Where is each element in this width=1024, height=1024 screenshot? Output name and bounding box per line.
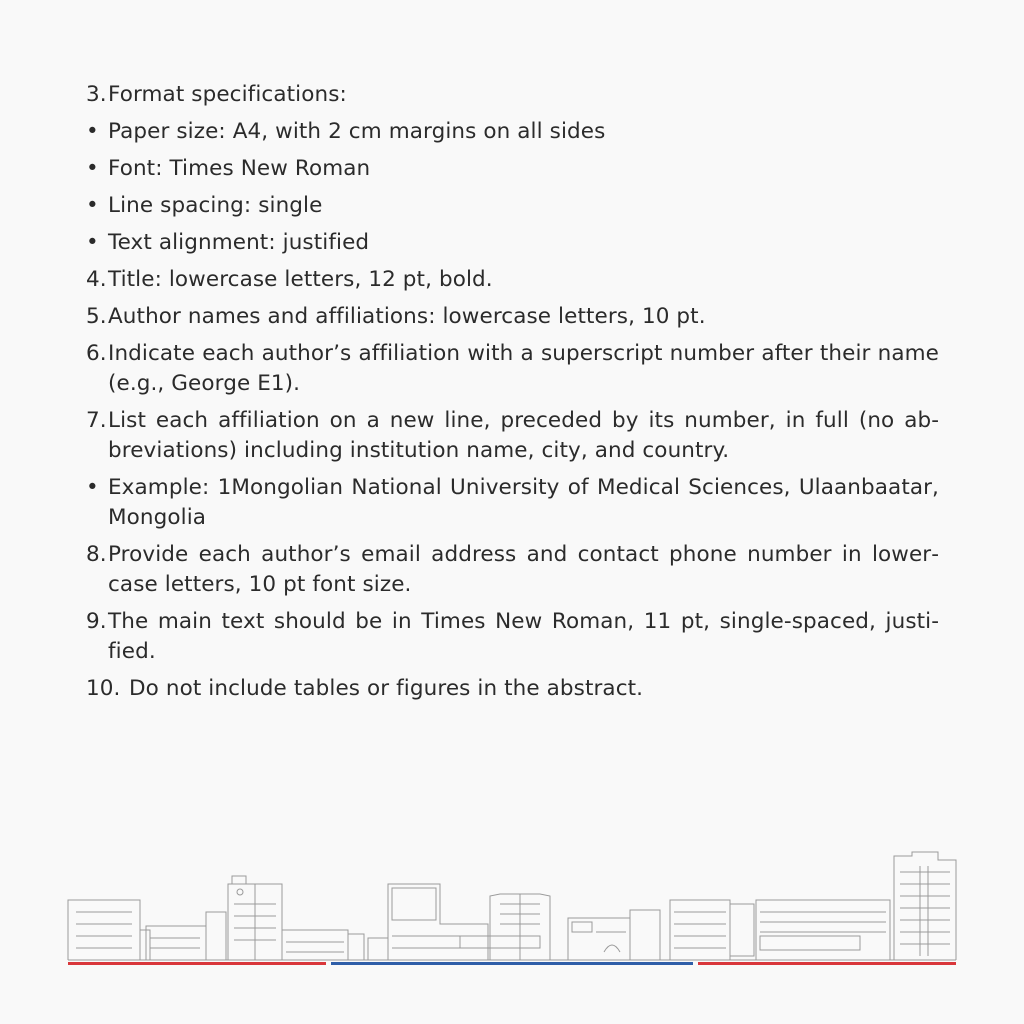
building-right (670, 900, 890, 960)
list-item-text: Paper size: A4, with 2 cm margins on all sides (108, 119, 606, 144)
list-item (86, 154, 939, 184)
list-marker: 3. (86, 82, 107, 107)
list-marker: 9. (86, 609, 107, 634)
list-marker: 6. (86, 341, 107, 366)
list-item-text: Provide each author’s email address and contact phone number in lowercase letters, 10 pt font size. (108, 542, 939, 597)
list-item (86, 473, 939, 533)
list-item-text: Line spacing: single (108, 193, 323, 218)
list-item-text: Format specifications: (108, 82, 347, 107)
list-item-text: Do not include tables or figures in the abstract. (129, 676, 644, 701)
list-item-text: Example: 1Mongolian National University of Medical Sciences, Ulaanbaatar, Mongolia (108, 475, 939, 530)
bullet-marker: • (86, 156, 99, 181)
list-marker: 5. (86, 304, 107, 329)
list-item (86, 265, 939, 295)
bullet-marker: • (86, 230, 99, 255)
building-center (368, 884, 550, 960)
list-item (86, 674, 939, 704)
ground-line-red-left (68, 962, 326, 965)
bullet-marker: • (86, 193, 99, 218)
city-skyline-illustration (0, 840, 1024, 970)
list-item-text: Indicate each author’s affiliation with a superscript number after their name (e.g., George E1). (108, 341, 939, 396)
list-item (86, 302, 939, 332)
bullet-marker: • (86, 475, 99, 500)
list-item (86, 540, 939, 600)
list-item (86, 607, 939, 667)
guidelines-list (86, 80, 939, 711)
building-tower (228, 876, 364, 960)
bullet-marker: • (86, 119, 99, 144)
ground-line-blue (331, 962, 693, 965)
list-marker: 8. (86, 542, 107, 567)
list-item (86, 191, 939, 221)
building-low (146, 912, 226, 960)
building-small-group (568, 910, 660, 960)
list-item (86, 80, 939, 110)
list-marker: 10. (86, 676, 121, 701)
list-marker: 4. (86, 267, 107, 292)
list-item-text: List each affiliation on a new line, preceded by its number, in full (no abbreviations) including institution name, city, and country. (108, 408, 939, 463)
list-item-text: Title: lowercase letters, 12 pt, bold. (108, 267, 493, 292)
list-item-text: Text alignment: justified (108, 230, 370, 255)
list-item-text: Font: Times New Roman (108, 156, 371, 181)
list-item (86, 339, 939, 399)
list-item (86, 117, 939, 147)
list-item (86, 228, 939, 258)
list-item (86, 406, 939, 466)
list-marker: 7. (86, 408, 107, 433)
ground-line-red-right (698, 962, 956, 965)
list-item-text: Author names and affiliations: lowercase letters, 10 pt. (108, 304, 706, 329)
building-left (68, 900, 150, 960)
building-tall (894, 852, 956, 960)
list-item-text: The main text should be in Times New Roman, 11 pt, single-spaced, justified. (108, 609, 939, 664)
